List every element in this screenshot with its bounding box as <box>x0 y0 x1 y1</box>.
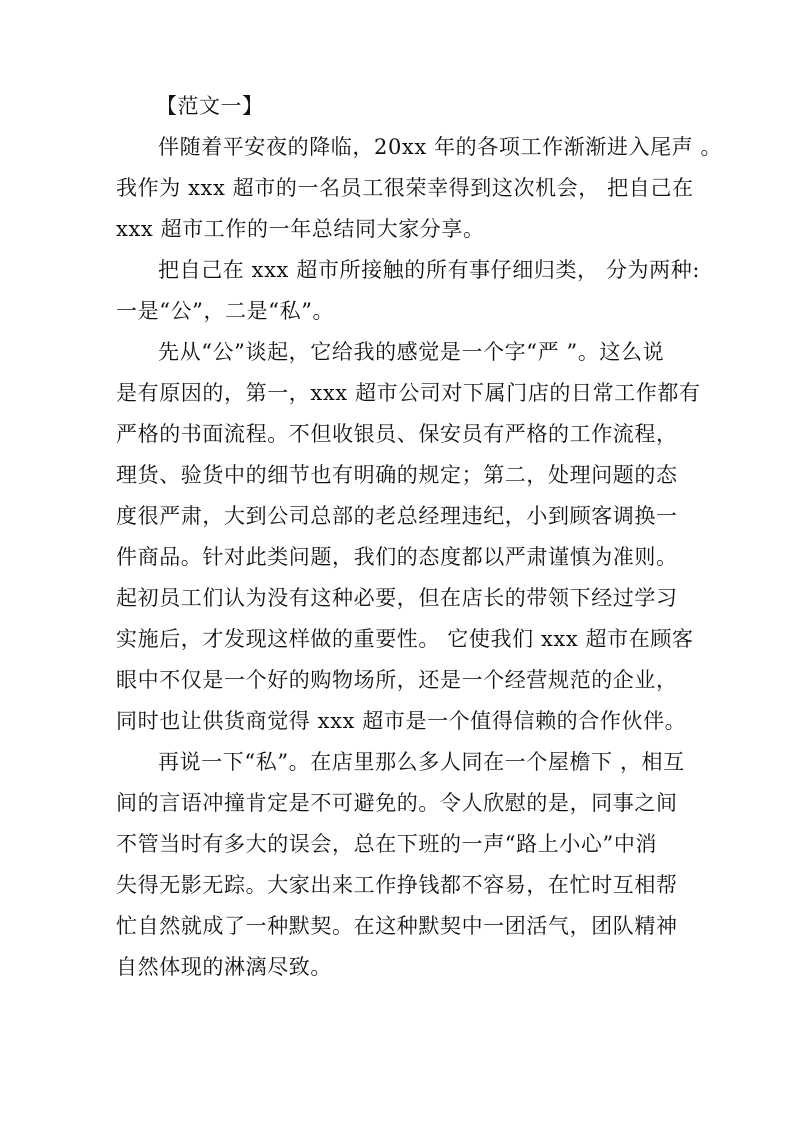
paragraph-line: 忙自然就成了一种默契。在这种默契中一团活气，团队精神 <box>116 914 678 938</box>
paragraph-line: 伴随着平安夜的降临，20xx 年的各项工作渐渐进入尾声 。 <box>158 135 723 159</box>
paragraph-line: 把自己在 xxx 超市所接触的所有事仔细归类， 分为两种: <box>158 258 701 282</box>
paragraph-line: 实施后，才发现这样做的重要性。 它使我们 xxx 超市在顾客 <box>116 627 694 651</box>
paragraph-line: 是有原因的，第一，xxx 超市公司对下属门店的日常工作都有 <box>116 381 701 405</box>
document-body <box>116 86 723 988</box>
paragraph-line: 理货、验货中的细节也有明确的规定；第二，处理问题的态 <box>116 463 678 487</box>
paragraph-line: 自然体现的淋漓尽致。 <box>116 955 332 979</box>
paragraph-1 <box>116 127 723 250</box>
paragraph-line: 眼中不仅是一个好的购物场所，还是一个经营规范的企业， <box>116 668 678 692</box>
paragraph-line: 一是“公”，二是“私”。 <box>116 299 335 323</box>
paragraph-line: 再说一下“私”。在店里那么多人同在一个屋檐下 ，相互 <box>158 750 685 774</box>
paragraph-line: 间的言语冲撞肯定是不可避免的。令人欣慰的是，同事之间 <box>116 791 678 815</box>
paragraph-line: 件商品。针对此类问题，我们的态度都以严肃谨慎为准则。 <box>116 545 678 569</box>
paragraph-3 <box>116 332 701 742</box>
paragraph-2 <box>116 250 701 332</box>
paragraph-line: 先从“公”谈起，它给我的感觉是一个字“严 ”。这么说 <box>158 340 665 364</box>
paragraph-line: 同时也让供货商觉得 xxx 超市是一个值得信赖的合作伙伴。 <box>116 709 687 733</box>
paragraph-4 <box>116 742 685 988</box>
paragraph-line: 不管当时有多大的误会，总在下班的一声“路上小心”中消 <box>116 832 658 856</box>
section-heading: 【范文一】 <box>156 94 264 118</box>
paragraph-line: 我作为 xxx 超市的一名员工很荣幸得到这次机会， 把自己在 <box>116 176 694 200</box>
paragraph-line: xxx 超市工作的一年总结同大家分享。 <box>116 217 485 241</box>
paragraph-line: 严格的书面流程。不但收银员、保安员有严格的工作流程， <box>116 422 678 446</box>
paragraph-line: 度很严肃，大到公司总部的老总经理违纪，小到顾客调换一 <box>116 504 678 528</box>
paragraph-line: 起初员工们认为没有这种必要，但在店长的带领下经过学习 <box>116 586 678 610</box>
paragraph-line: 失得无影无踪。大家出来工作挣钱都不容易，在忙时互相帮 <box>116 873 678 897</box>
